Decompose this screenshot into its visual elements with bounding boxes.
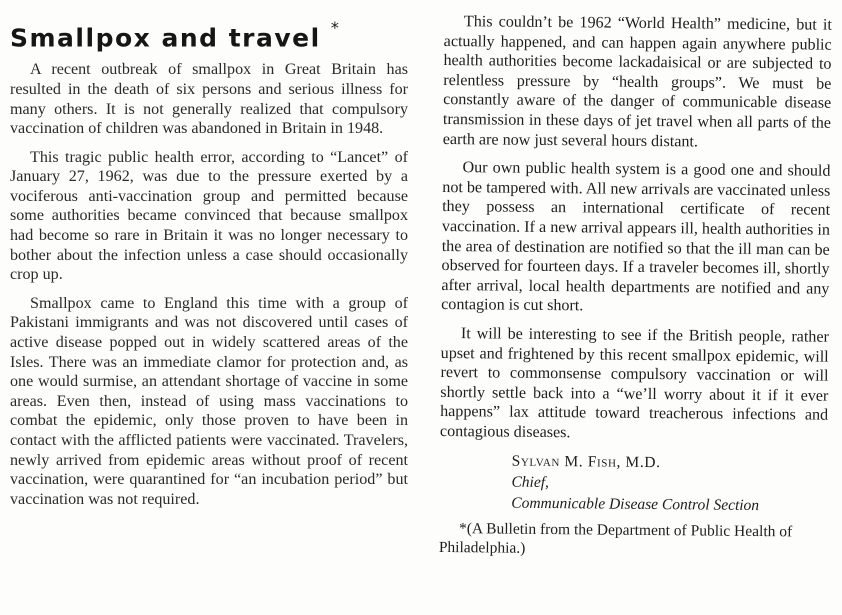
- author-title: Chief,: [511, 474, 550, 492]
- paragraph-6: It will be interesting to see if the British people, rather upset and frightened by this recent smallpox epidemic, will revert to commonsense compulsory vaccination or will shortly settle back into a “we’ll worry about it if it ever happens” lax attitude toward treacherous infections and contagious diseases.: [439, 325, 829, 442]
- author-section: Communicable Disease Control Section: [511, 495, 760, 515]
- article-title: [10, 18, 408, 53]
- title-footnote-mark: *: [330, 18, 341, 37]
- author-name: Sylvan M. Fish, M.D.: [511, 453, 661, 472]
- title-text: Smallpox and travel: [10, 23, 321, 53]
- paragraph-4: This couldn’t be 1962 “World Health” medicine, but it actually happened, and can happen again anywhere public health authorities become lackadaisical or are subjected to relentless pressure by “health groups”. We must be constantly aware of the danger of communicable disease transmission in these days of jet travel when all parts of the earth are now just several hours distant.: [442, 13, 832, 151]
- right-column: [439, 12, 832, 561]
- signature-block: [511, 451, 828, 517]
- paragraph-2: This tragic public health error, according to “Lancet” of January 27, 1962, was due to the pressure exerted by a vociferous anti-vaccination group and permitted because some authorities became convinced that because smallpox had become so rare in Britain it was no longer necessary to bother about the infection unless a case should occasionally crop up.: [10, 148, 408, 284]
- source-footnote: *(A Bulletin from the Department of Public Health of Philadelphia.): [438, 520, 793, 558]
- paragraph-5: Our own public health system is a good one and should not be tampered with. All new arrivals are vaccinated unless they possess an international certificate of recent vaccination. If a new arrival appears ill, health authorities in the area of destination are notified so that the ill man can be observed for fourteen days. If a traveler becomes ill, shortly after arrival, local health departments are notified and any contagion is cut short.: [441, 159, 831, 315]
- paragraph-3: Smallpox came to England this time with a group of Pakistani immigrants and was not discovered until cases of active disease popped out in widely scattered areas of the Isles. There was an immediate clamor for protection and, as one would surmise, an attendant shortage of vaccine in some areas. Even then, instead of using mass vaccinations to combat the epidemic, only those proven to have been in contact with the afflicted patients were vaccinated. Travelers, newly arrived from epidemic areas without proof of recent vaccination, were quarantined for “an incubation period” but vaccination was not required.: [10, 294, 408, 508]
- left-column: [10, 18, 408, 518]
- paragraph-1: A recent outbreak of smallpox in Great Britain has resulted in the death of six persons and serious illness for many others. It is not generally realized that compulsory vaccination of children was abandoned in Britain in 1948.: [10, 61, 408, 138]
